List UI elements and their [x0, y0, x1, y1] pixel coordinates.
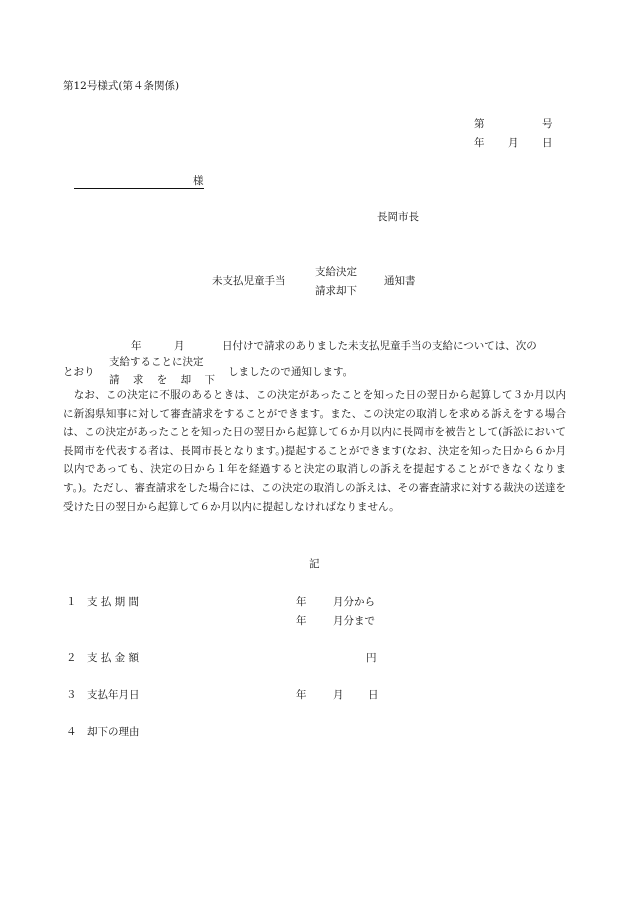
addressee-line — [74, 188, 204, 189]
item-number: ２ — [66, 652, 77, 664]
form-label: 第12号様式(第４条関係) — [63, 80, 180, 92]
body-year: 年 — [131, 340, 142, 352]
payment-date-year: 年 — [296, 689, 307, 701]
title-option-reject: 請求却下 — [315, 285, 357, 297]
payment-date-day: 日 — [368, 689, 379, 701]
title-doc-type: 通知書 — [384, 275, 416, 287]
item-number: １ — [66, 596, 77, 608]
amount-unit: 円 — [366, 652, 377, 664]
period-to-year: 年 — [296, 615, 307, 627]
body-option-reject — [109, 374, 215, 387]
body-option-reject-char: 下 — [204, 374, 215, 386]
body-line1: 日付けで請求のありました未支払児童手当の支給については、次の — [222, 340, 537, 352]
body-option-reject-char: 求 — [132, 374, 144, 386]
date-year: 年 — [474, 137, 485, 149]
payment-date-month: 月 — [333, 689, 344, 701]
body-toori: とおり — [63, 366, 95, 378]
period-to: 月分まで — [333, 615, 375, 627]
item-label-payment-amount: 支 払 金 額 — [87, 652, 140, 664]
body-option-reject-char: 却 — [180, 374, 192, 386]
period-from-year: 年 — [296, 596, 307, 608]
doc-number-prefix: 第 — [474, 118, 485, 130]
item-label-payment-period: 支 払 期 間 — [87, 596, 140, 608]
item-label-rejection-reason: 却下の理由 — [87, 726, 140, 738]
body-option-reject-char: 請 — [109, 374, 120, 386]
item-number: ４ — [66, 726, 77, 738]
item-number: ３ — [66, 689, 77, 701]
title-option-grant: 支給決定 — [315, 266, 357, 278]
body-option-grant: 支給することに決定 — [109, 356, 204, 368]
date-day: 日 — [542, 137, 553, 149]
body-line2: しましたので通知します。 — [228, 366, 354, 378]
body-option-reject-char: を — [156, 374, 168, 386]
date-month: 月 — [508, 137, 519, 149]
title-subject: 未支払児童手当 — [212, 275, 286, 287]
period-from: 月分から — [333, 596, 375, 608]
addressee-honorific: 様 — [193, 175, 204, 187]
ki-heading: 記 — [309, 558, 320, 570]
sender: 長岡市長 — [377, 211, 419, 223]
item-label-payment-date: 支払年月日 — [87, 689, 140, 701]
appeal-notice-paragraph: なお、この決定に不服のあるときは、この決定があったことを知った日の翌日から起算して３か月以内に新潟県知事に対して審査請求をすることができます。また、この決定の取消しを求める訴えをする場合は、この決定があったことを知った日の翌日から起算して６か月以内に長岡市を被告として(訴訟において長岡市を代表する者は、長岡市長となります。)提起することができます(なお、決定を知った日から６か月以内であっても、決定の日から１年を経過すると決定の取消しの訴えを提起することができなくなります。)。ただし、審査請求をした場合には、この決定の取消しの訴えは、その審査請求に対する裁決の送達を受けた日の翌日から起算して６か月以内に提起しなければなりません。 — [63, 389, 566, 513]
doc-number-suffix: 号 — [542, 118, 553, 130]
body-month: 月 — [174, 340, 185, 352]
